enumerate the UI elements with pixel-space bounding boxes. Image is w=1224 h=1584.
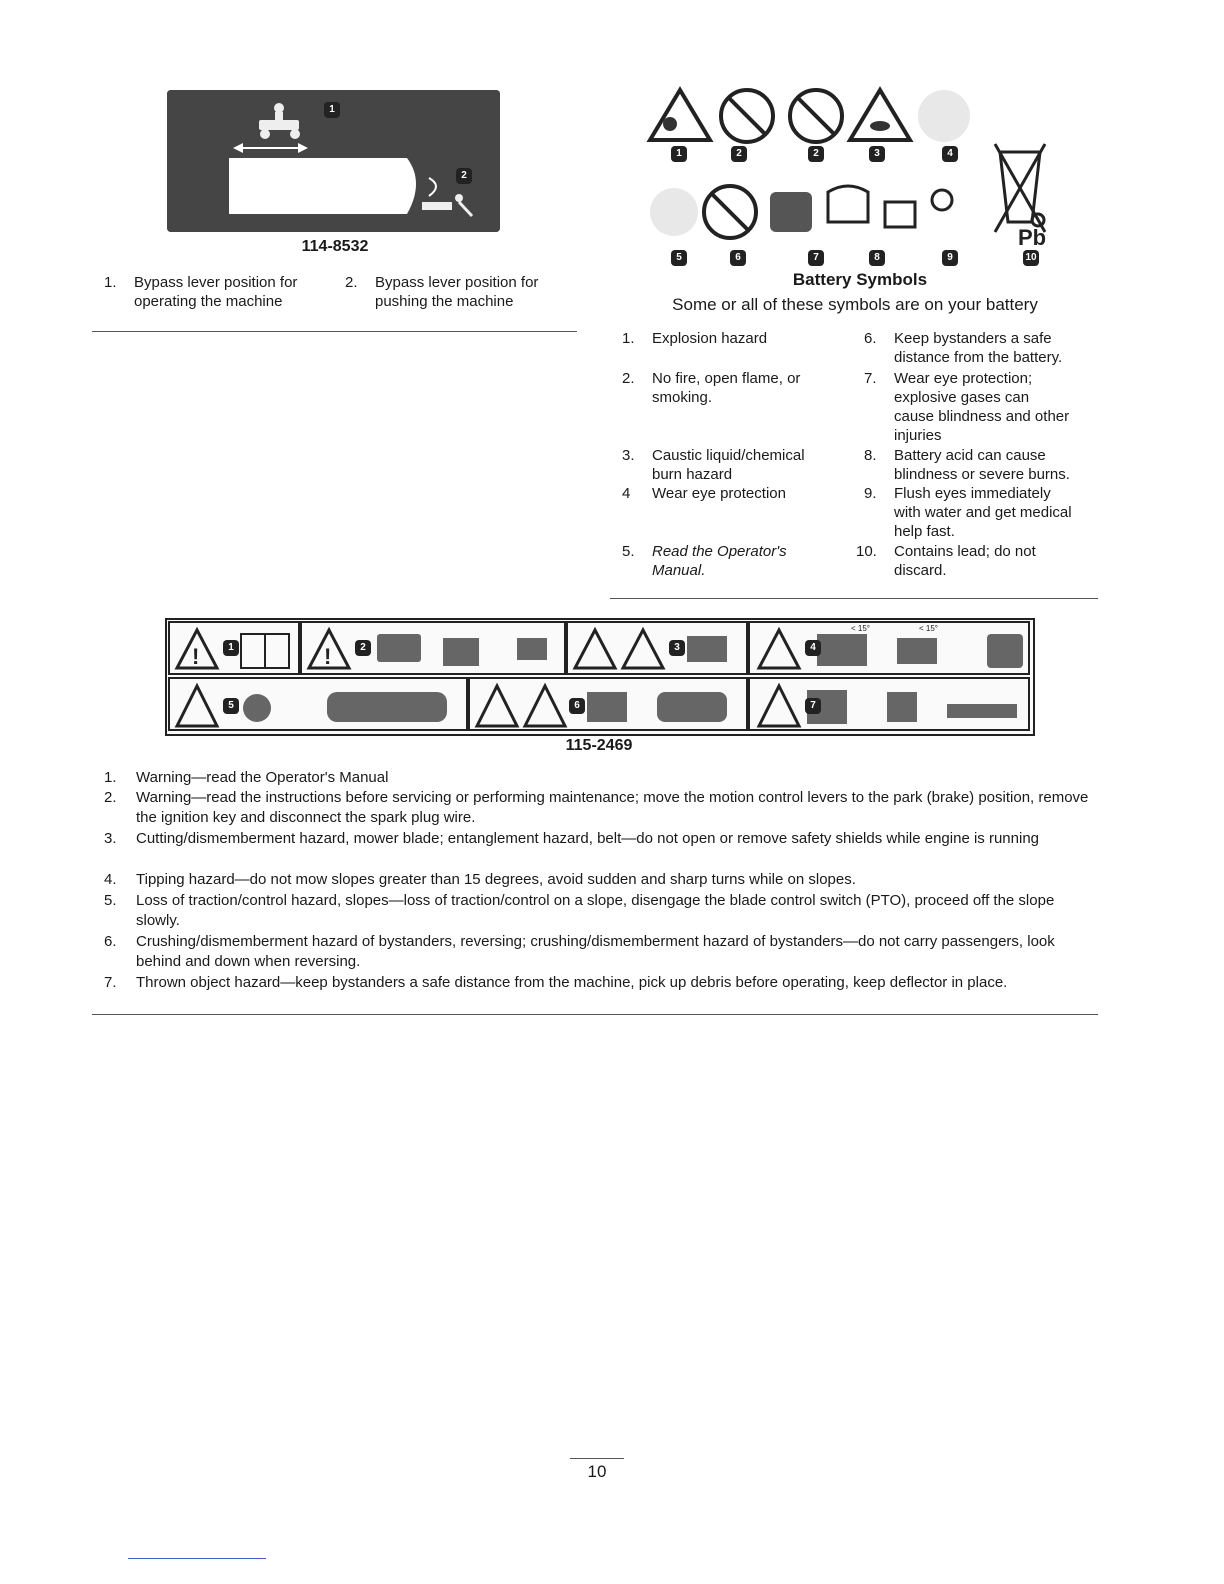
item-text: Loss of traction/control hazard, slopes—loss of traction/control on a slope, disengage the blade control switch (PTO), proceed off the slope slowly. [136,892,1055,929]
symbol-badge: 1 [671,146,687,162]
item-text: Cutting/dismemberment hazard, mower blade; entanglement hazard, belt—do not open or remove safety shields while engine is running [136,830,1040,847]
eye-protection-icon [918,90,970,142]
section-divider [610,598,1098,599]
callout-badge-1: 1 [324,102,340,118]
item-text: Explosion hazard [652,330,768,347]
page-number: 10 [587,1462,607,1481]
decal-115-2469-image [165,618,1035,736]
book-icon [241,634,289,668]
callout-badge: 5 [223,698,239,714]
item-number: 2. [104,789,117,806]
callout-badge: 1 [223,640,239,656]
explosion-hazard-icon [650,90,710,140]
battery-symbols-title: Battery Symbols [792,270,928,289]
slope-limit-text: < 15° [851,624,870,633]
footer-line [128,1558,266,1559]
item-text: Warning—read the Operator's Manual [136,769,389,786]
eye-protection-goggles-icon [770,192,812,232]
symbol-badge: 2 [808,146,824,162]
crossed-bin-icon [995,144,1045,232]
item-number: 1. [104,274,117,291]
callout-badge-2: 2 [456,168,472,184]
svg-text:!: ! [324,644,332,669]
callout-badge: 7 [805,698,821,714]
symbol-badge: 8 [869,250,885,266]
item-number: 2. [345,274,358,291]
svg-text:!: ! [192,644,200,669]
decal-114-8532-image [167,90,500,232]
item-number: 4 [622,485,631,502]
symbol-badge: 9 [942,250,958,266]
symbol-badge: 4 [942,146,958,162]
item-text: Contains lead; do not discard. [894,543,1036,579]
item-number: 2. [622,370,635,387]
caustic-hazard-icon [850,90,910,140]
symbol-badge: 10 [1023,250,1039,266]
item-number: 6. [864,330,877,347]
symbol-badge: 2 [731,146,747,162]
symbol-badge: 3 [869,146,885,162]
page-number-rule [570,1458,624,1459]
battery-symbols-graphic [640,82,1060,272]
slope-limit-text: < 15° [919,624,938,633]
symbol-badge: 7 [808,250,824,266]
item-number: 10. [856,543,877,560]
item-number: 7. [104,974,117,991]
item-number: 1. [622,330,635,347]
item-text: Thrown object hazard—keep bystanders a safe distance from the machine, pick up debris before operating, keep deflector in place. [136,974,1008,991]
item-text: Bypass lever position for pushing the machine [375,274,539,310]
item-number: 8. [864,447,877,464]
decal-115-2469-label: 115-2469 [565,737,633,754]
item-number: 9. [864,485,877,502]
item-number: 6. [104,933,117,950]
read-manual-icon [650,188,698,236]
section-divider [92,1014,1098,1015]
item-number: 3. [104,830,117,847]
symbol-badge: 5 [671,250,687,266]
item-number: 3. [622,447,635,464]
item-text: Crushing/dismemberment hazard of bystanders, reversing; crushing/dismemberment hazard of bystanders—do not carry passengers, look behind and down when reversing. [136,933,1055,970]
item-text: Warning—read the instructions before servicing or performing maintenance; move the motion control levers to the park (brake) position, remove the ignition key and disconnect the spark plug wire. [136,789,1089,826]
item-text: Tipping hazard—do not mow slopes greater than 15 degrees, avoid sudden and sharp turns while on slopes. [136,871,856,888]
battery-symbols-svg [640,82,1060,272]
item-text: Wear eye protection [652,485,786,502]
flush-eyes-icon [885,190,952,227]
decal-114-8532-label: 114-8532 [301,238,369,255]
section-divider [92,331,577,332]
battery-symbols-subtitle: Some or all of these symbols are on your battery [672,295,1038,314]
lead-symbol-text: Pb [1018,225,1047,250]
item-number: 5. [622,543,635,560]
item-number: 7. [864,370,877,387]
item-text: Read the Operator's Manual. [652,543,787,579]
item-text: Flush eyes immediately with water and get medical help fast. [894,485,1072,540]
item-text: Battery acid can cause blindness or severe burns. [894,447,1070,483]
item-text: Wear eye protection; explosive gases can cause blindness and other injuries [894,370,1070,444]
callout-badge: 2 [355,640,371,656]
symbol-badge: 6 [730,250,746,266]
item-number: 4. [104,871,117,888]
item-text: Keep bystanders a safe distance from the battery. [894,330,1063,366]
battery-acid-icon [828,186,868,222]
decal-115-2469-graphic [167,620,1033,734]
callout-badge: 6 [569,698,585,714]
item-text: No fire, open flame, or smoking. [652,370,801,406]
item-number: 1. [104,769,117,786]
item-number: 5. [104,892,117,909]
callout-badge: 4 [805,640,821,656]
callout-badge: 3 [669,640,685,656]
item-text: Bypass lever position for operating the machine [134,274,298,310]
item-text: Caustic liquid/chemical burn hazard [652,447,805,483]
